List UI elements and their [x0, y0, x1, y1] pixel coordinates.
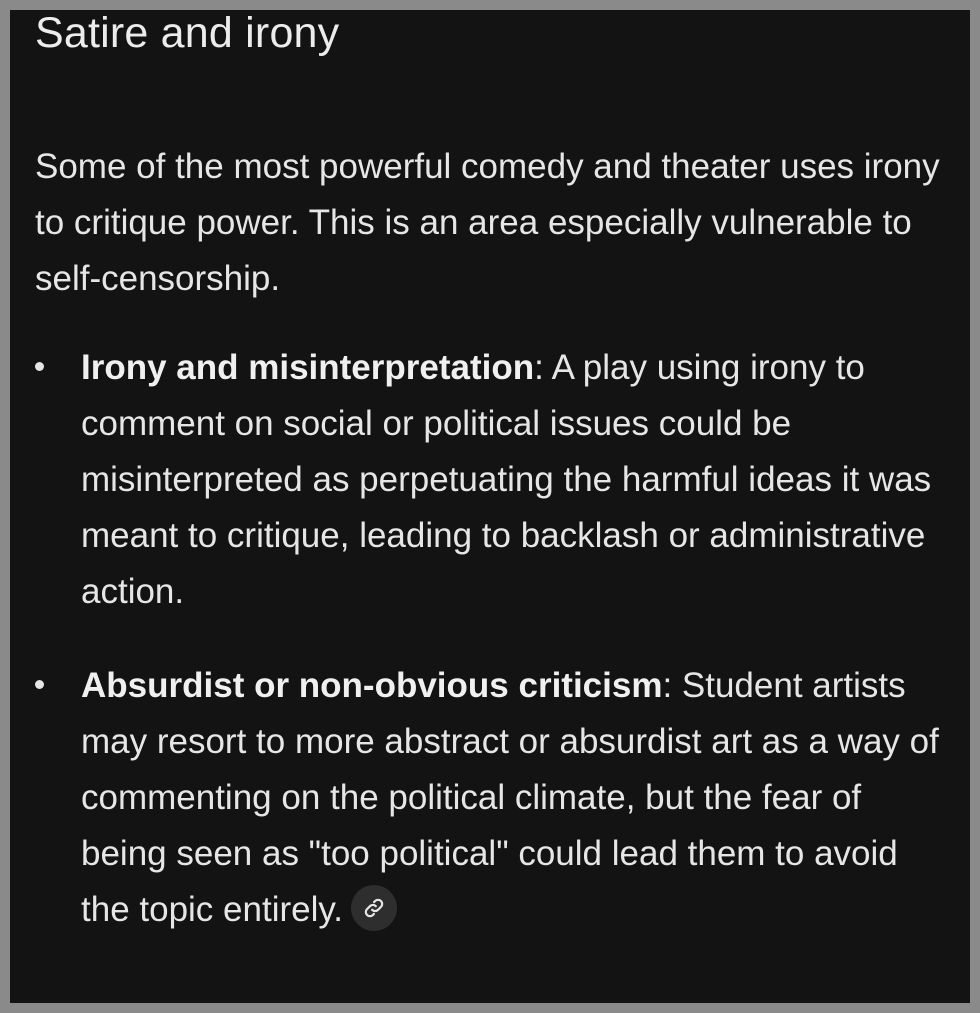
bullet-description: : Student artists may resort to more abstract or absurdist art as a way of commenting on the political climate, but the fear of being seen as "too political" could lead them to avoid the topic entirely. [81, 666, 939, 929]
bullet-point [35, 362, 44, 371]
bullet-description: : A play using irony to comment on social or political issues could be misinterpreted as perpetuating the harmful ideas it was meant to critique, leading to backlash or administrative action. [81, 348, 932, 611]
section-heading: Satire and irony [35, 10, 340, 57]
intro-paragraph: Some of the most powerful comedy and theater uses irony to critique power. This is an area especially vulnerable to self-censorship. [35, 147, 940, 298]
source-link-button[interactable] [351, 885, 397, 931]
bullet-term: Absurdist or non-obvious criticism [81, 666, 663, 705]
bullet-text [81, 340, 941, 620]
response-panel [10, 10, 970, 1003]
bullet-text [81, 658, 941, 938]
bullet-list [35, 340, 945, 938]
bullet-term: Irony and misinterpretation [81, 348, 535, 387]
list-item [35, 658, 945, 938]
bullet-point [35, 680, 44, 689]
link-icon [363, 897, 385, 919]
list-item [35, 340, 945, 620]
